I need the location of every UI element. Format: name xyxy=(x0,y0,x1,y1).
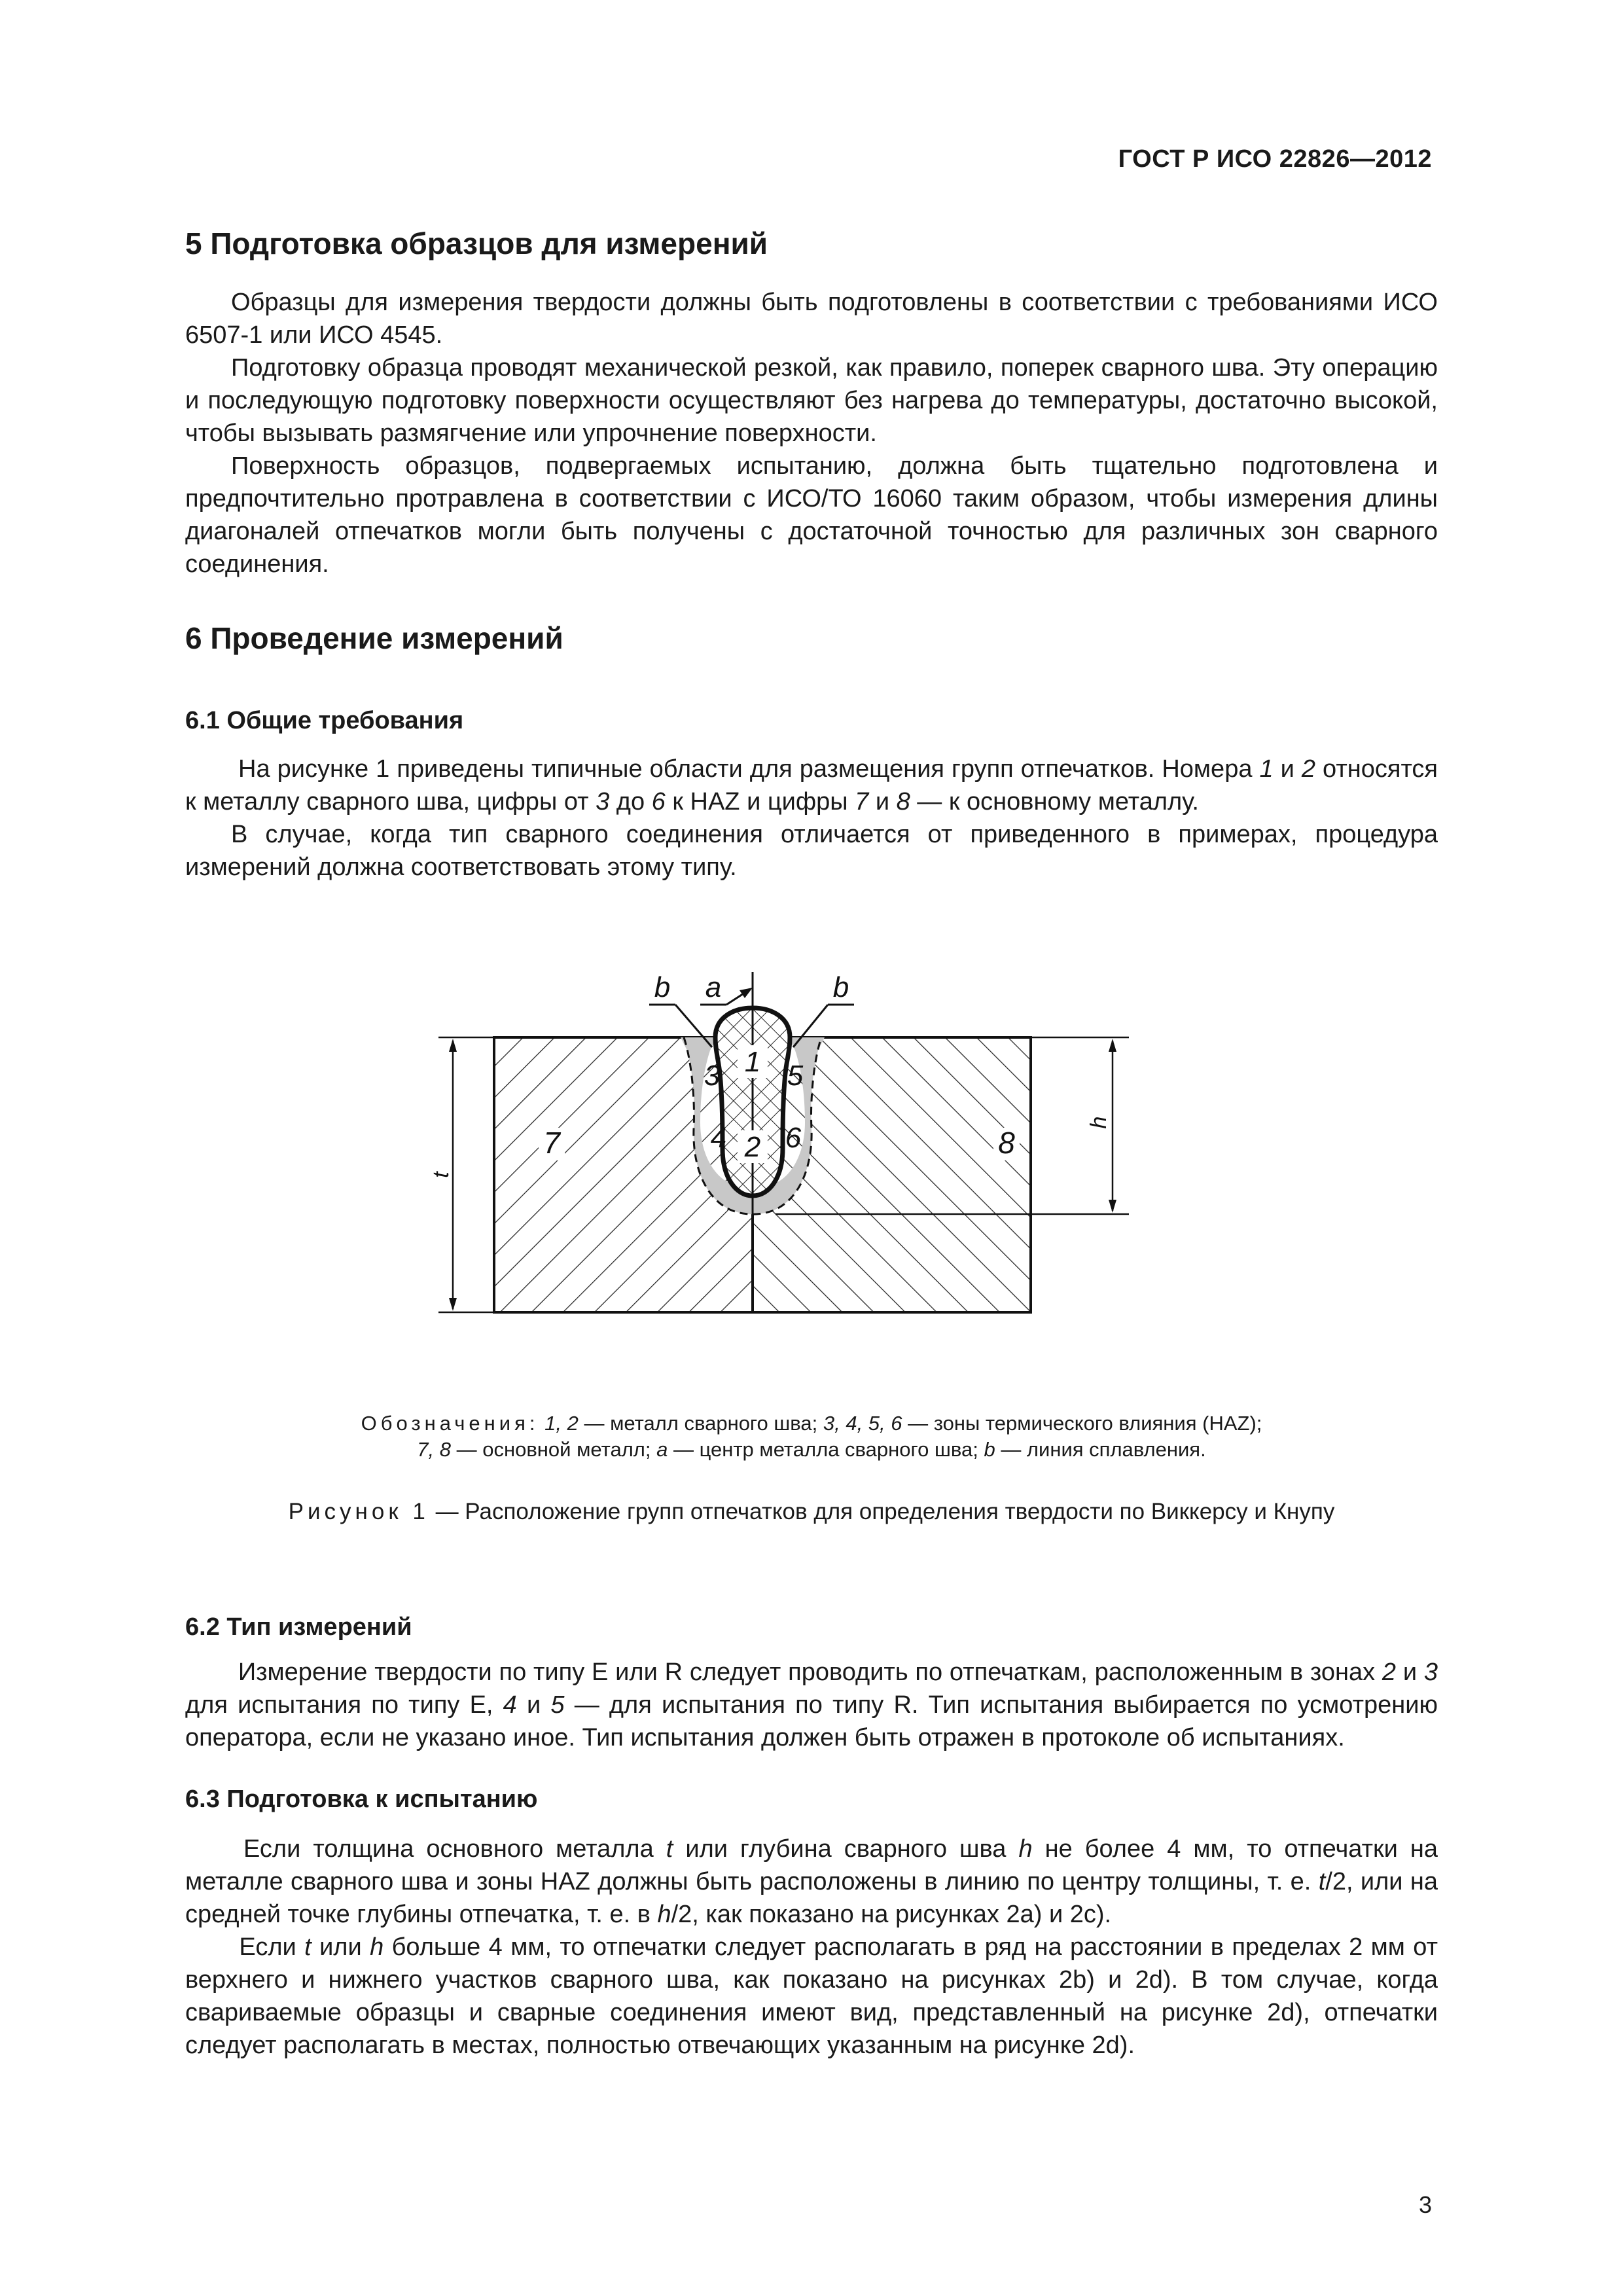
subsection-6-1-heading: 6.1 Общие требования xyxy=(185,707,464,734)
section-5-paragraph-1-text: Образцы для измерения твердости должны быть подготовлены в соответствии с требованиями ИСО 6507-1 или ИСО 4545. xyxy=(185,289,1438,349)
text-fragment: В случае, когда тип сварного соединения отличается от приведенного в примерах, процедура измерений должна соответствовать этому типу. xyxy=(185,821,1438,881)
text-fragment: до xyxy=(609,788,652,816)
text-fragment: или xyxy=(311,1933,370,1961)
zone-number: 1 xyxy=(1259,755,1274,783)
variable-h: h xyxy=(370,1933,384,1961)
section-5-heading: 5 Подготовка образцов для измерений xyxy=(185,226,768,260)
caption-text: — Расположение групп отпечатков для определения твердости по Виккерсу и Кнупу xyxy=(429,1499,1335,1524)
legend-prefix: Обозначения: xyxy=(361,1412,539,1435)
leader-a-arrowhead xyxy=(740,988,753,998)
text-fragment: Измерение твердости по типу E или R следует проводить по отпечаткам, расположенным в зонах xyxy=(238,1659,1382,1686)
legend-desc: — центр металла сварного шва; xyxy=(668,1438,984,1461)
section-5-paragraph-3 xyxy=(185,450,1438,581)
zone-label-3: 3 xyxy=(704,1060,721,1092)
text-fragment: и xyxy=(868,788,897,816)
subsection-6-1-body xyxy=(185,753,1438,884)
subsection-6-1-paragraph-2 xyxy=(185,818,1438,884)
variable-t: t xyxy=(1318,1868,1326,1895)
subsection-6-3-heading: 6.3 Подготовка к испытанию xyxy=(185,1785,538,1813)
zone-label-4: 4 xyxy=(710,1122,727,1154)
figure-1-weld-diagram xyxy=(419,952,1204,1345)
text-fragment: Если xyxy=(239,1933,305,1961)
variable-h: h xyxy=(1018,1835,1033,1863)
text-fragment: не более 4 мм, то отпечатки на металле сварного шва и зоны HAZ должны быть расположены в линию по центру толщины, т. е. xyxy=(185,1835,1438,1895)
text-fragment: — к основному металлу. xyxy=(910,788,1199,816)
zone-number: 7 xyxy=(855,788,869,816)
zone-label-7: 7 xyxy=(543,1126,560,1160)
text-fragment: относятся к металлу сварного шва, цифры от xyxy=(185,755,1438,816)
zone-number: 2 xyxy=(1301,755,1316,783)
zone-number: 3 xyxy=(1423,1659,1438,1686)
section-5-paragraph-2 xyxy=(185,351,1438,450)
text-fragment: или глубина сварного шва xyxy=(673,1835,1019,1863)
zone-number: 8 xyxy=(896,788,910,816)
subsection-6-2-heading: 6.2 Тип измерений xyxy=(185,1613,412,1641)
text-fragment: — для испытания по типу R. Тип испытания выбирается по усмотрению оператора, если не указано иное. Тип испытания должен быть отражен в протоколе об испытаниях. xyxy=(185,1691,1438,1751)
subsection-6-2-body xyxy=(185,1656,1438,1754)
legend-desc: — зоны термического влияния (HAZ); xyxy=(902,1412,1262,1435)
caption-prefix: Рисунок 1 xyxy=(288,1499,429,1524)
text-fragment: /2, как показано на рисунках 2a) и 2c). xyxy=(671,1901,1112,1928)
legend-term: a xyxy=(656,1438,668,1461)
document-standard-number: ГОСТ Р ИСО 22826—2012 xyxy=(1118,145,1432,173)
legend-line-2 xyxy=(185,1437,1438,1463)
legend-desc: — основной металл; xyxy=(451,1438,657,1461)
section-6-heading: 6 Проведение измерений xyxy=(185,621,563,655)
label-a: a xyxy=(705,971,722,1003)
dim-t-label: t xyxy=(429,1172,454,1178)
subsection-6-3-paragraph-2 xyxy=(185,1931,1438,2062)
variable-t: t xyxy=(304,1933,312,1961)
label-b-left: b xyxy=(654,971,671,1003)
text-fragment: для испытания по типу E, xyxy=(185,1691,503,1719)
text-fragment: /2, или на средней точке глубины отпечатка, т. е. в xyxy=(185,1868,1438,1928)
zone-number: 6 xyxy=(651,788,666,816)
zone-number: 2 xyxy=(1382,1659,1397,1686)
text-fragment: Если толщина основного металла xyxy=(243,1835,666,1863)
subsection-6-1-paragraph-1 xyxy=(185,753,1438,818)
legend-term: 7, 8 xyxy=(417,1438,451,1461)
dim-h-label: h xyxy=(1086,1116,1111,1129)
zone-number: 5 xyxy=(550,1691,565,1719)
legend-term: b xyxy=(984,1438,995,1461)
text-fragment: На рисунке 1 приведены типичные области для размещения групп отпечатков. Номера xyxy=(238,755,1260,783)
subsection-6-3-paragraph-1 xyxy=(185,1833,1438,1931)
zone-label-5: 5 xyxy=(787,1060,804,1092)
text-fragment: и xyxy=(516,1691,551,1719)
subsection-6-3-body xyxy=(185,1833,1438,2062)
legend-desc: — металл сварного шва; xyxy=(578,1412,823,1435)
page-number: 3 xyxy=(1418,2191,1432,2218)
section-5-body xyxy=(185,286,1438,581)
dim-h-arrow-bottom xyxy=(1109,1200,1116,1213)
zone-label-2: 2 xyxy=(744,1131,761,1163)
variable-h: h xyxy=(657,1901,671,1928)
dim-h-arrow-top xyxy=(1109,1039,1116,1052)
subsection-6-2-paragraph-1 xyxy=(185,1656,1438,1754)
section-5-paragraph-2-text: Подготовку образца проводят механической резкой, как правило, поперек сварного шва. Эту операцию и последующую подготовку поверхности осуществляют без нагрева до температуры, достаточно высокой, чтобы вызывать размягчение или упрочнение поверхности. xyxy=(185,354,1438,447)
text-fragment: больше 4 мм, то отпечатки следует располагать в ряд на расстоянии в пределах 2 мм от верхнего и нижнего участков сварного шва, как показано на рисунках 2b) и 2d). В том случае, когда свариваемые образцы и сварные соединения имеют вид, представленный на рисунке 2d), отпечатки следует располагать в местах, полностью отвечающих указанным на рисунке 2d). xyxy=(185,1933,1438,2059)
zone-number: 3 xyxy=(596,788,610,816)
legend-term: 3, 4, 5, 6 xyxy=(823,1412,902,1435)
figure-1-caption xyxy=(185,1499,1438,1525)
text-fragment: и xyxy=(1396,1659,1424,1686)
legend-desc: — линия сплавления. xyxy=(995,1438,1206,1461)
legend-line-1 xyxy=(185,1410,1438,1437)
dim-t-arrow-top xyxy=(449,1039,457,1052)
section-5-paragraph-1 xyxy=(185,286,1438,351)
text-fragment: и xyxy=(1273,755,1302,783)
dim-t-arrow-bottom xyxy=(449,1298,457,1311)
figure-1-legend xyxy=(185,1410,1438,1463)
section-5-paragraph-3-text: Поверхность образцов, подвергаемых испытанию, должна быть тщательно подготовлена и предпочтительно протравлена в соответствии с ИСО/ТО 16060 таким образом, чтобы измерения длины диагоналей отпечатков могли быть получены с достаточной точностью для различных зон сварного соединения. xyxy=(185,452,1438,578)
zone-number: 4 xyxy=(503,1691,517,1719)
zone-label-1: 1 xyxy=(744,1046,761,1078)
legend-term: 1, 2 xyxy=(544,1412,579,1435)
zone-label-6: 6 xyxy=(785,1122,802,1154)
variable-t: t xyxy=(666,1835,673,1863)
label-b-right: b xyxy=(832,971,849,1003)
text-fragment: к HAZ и цифры xyxy=(665,788,855,816)
zone-label-8: 8 xyxy=(998,1126,1015,1160)
